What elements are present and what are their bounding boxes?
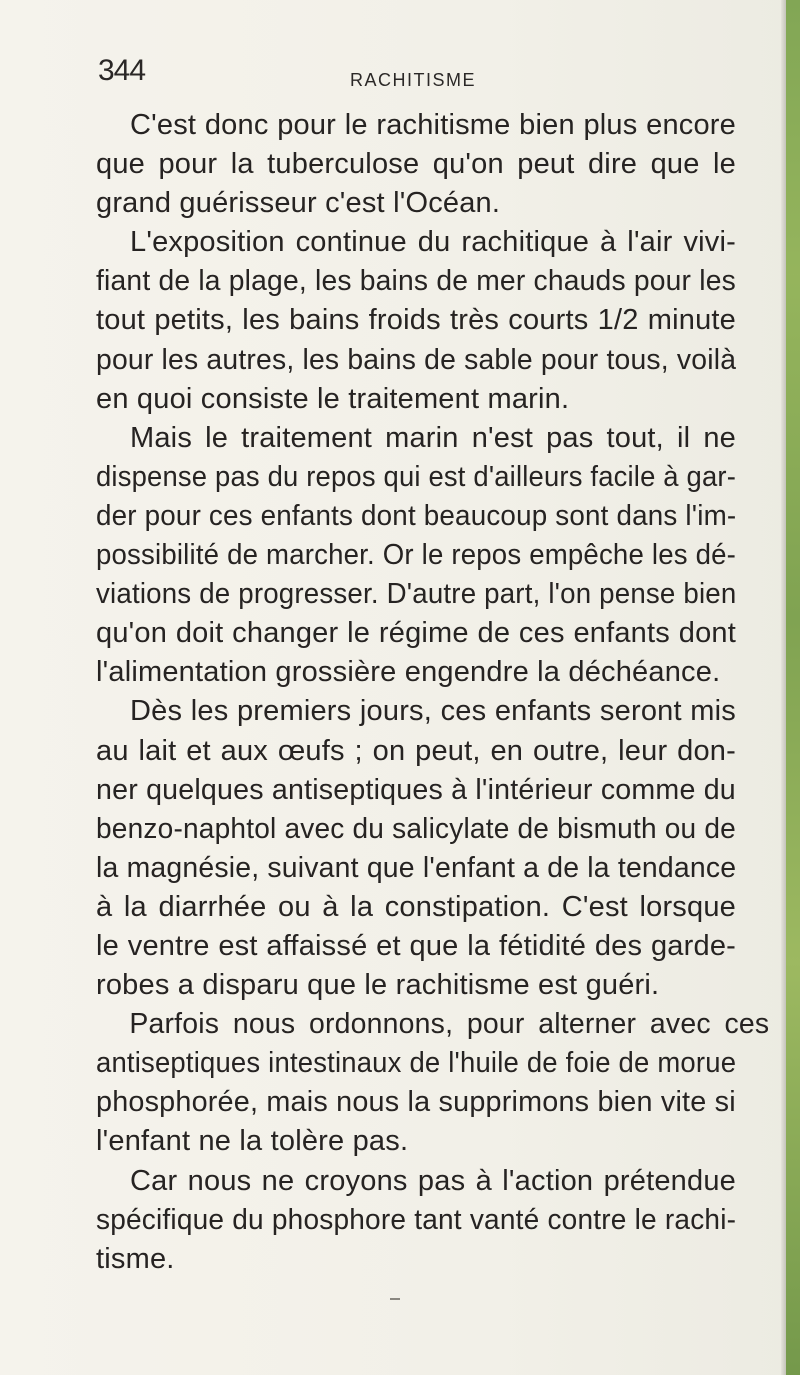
printer-mark bbox=[390, 1298, 400, 1300]
text-line: L'exposition continue du rachitique à l'air vivi- bbox=[130, 226, 736, 259]
text-line: ner quelques antiseptiques à l'intérieur comme du bbox=[96, 773, 736, 806]
text-line: grand guérisseur c'est l'Océan. bbox=[96, 187, 501, 220]
text-line: viations de progresser. D'autre part, l'on pense bien bbox=[96, 578, 737, 611]
text-line: tout petits, les bains froids très courts 1/2 minute bbox=[96, 304, 736, 337]
text-line: dispense pas du repos qui est d'ailleurs facile à gar- bbox=[96, 460, 737, 493]
text-line: C'est donc pour le rachitisme bien plus encore bbox=[130, 109, 736, 141]
text-line: pour les autres, les bains de sable pour tous, voilà bbox=[96, 343, 737, 376]
binding-edge bbox=[786, 0, 800, 1375]
text-line: tisme. bbox=[96, 1242, 175, 1275]
text-line: Parfois nous ordonnons, pour alterner avec ces bbox=[129, 1008, 770, 1041]
text-line: l'alimentation grossière engendre la déchéance. bbox=[96, 656, 721, 689]
body-text bbox=[96, 106, 770, 1279]
text-line: que pour la tuberculose qu'on peut dire que le bbox=[96, 148, 736, 181]
text-line: en quoi consiste le traitement marin. bbox=[96, 382, 570, 415]
text-line: Dès les premiers jours, ces enfants seront mis bbox=[130, 695, 736, 728]
text-line: possibilité de marcher. Or le repos empêche les dé- bbox=[96, 539, 737, 572]
text-line: spécifique du phosphore tant vanté contre le rachi- bbox=[96, 1203, 737, 1236]
running-title: RACHITISME bbox=[350, 70, 477, 90]
text-line: à la diarrhée ou à la constipation. C'est lorsque bbox=[96, 890, 736, 923]
page-number: 344 bbox=[98, 54, 146, 87]
text-line: Car nous ne croyons pas à l'action prétendue bbox=[130, 1164, 736, 1197]
text-line: antiseptiques intestinaux de l'huile de foie de morue bbox=[96, 1047, 737, 1080]
text-line: robes a disparu que le rachitisme est guéri. bbox=[96, 969, 660, 1002]
text-line: benzo-naphtol avec du salicylate de bismuth ou de bbox=[96, 812, 736, 845]
text-line: la magnésie, suivant que l'enfant a de la tendance bbox=[96, 851, 737, 884]
text-line: au lait et aux œufs ; on peut, en outre, leur don- bbox=[96, 734, 736, 767]
text-line: qu'on doit changer le régime de ces enfants dont bbox=[96, 617, 736, 650]
text-line: der pour ces enfants dont beaucoup sont dans l'im- bbox=[96, 499, 737, 532]
text-line: Mais le traitement marin n'est pas tout, il ne bbox=[130, 421, 736, 454]
text-line: le ventre est affaissé et que la fétidité des garde- bbox=[96, 929, 736, 962]
text-line: fiant de la plage, les bains de mer chauds pour les bbox=[96, 265, 736, 298]
text-line: phosphorée, mais nous la supprimons bien vite si bbox=[96, 1086, 736, 1119]
text-line: l'enfant ne la tolère pas. bbox=[96, 1125, 409, 1158]
